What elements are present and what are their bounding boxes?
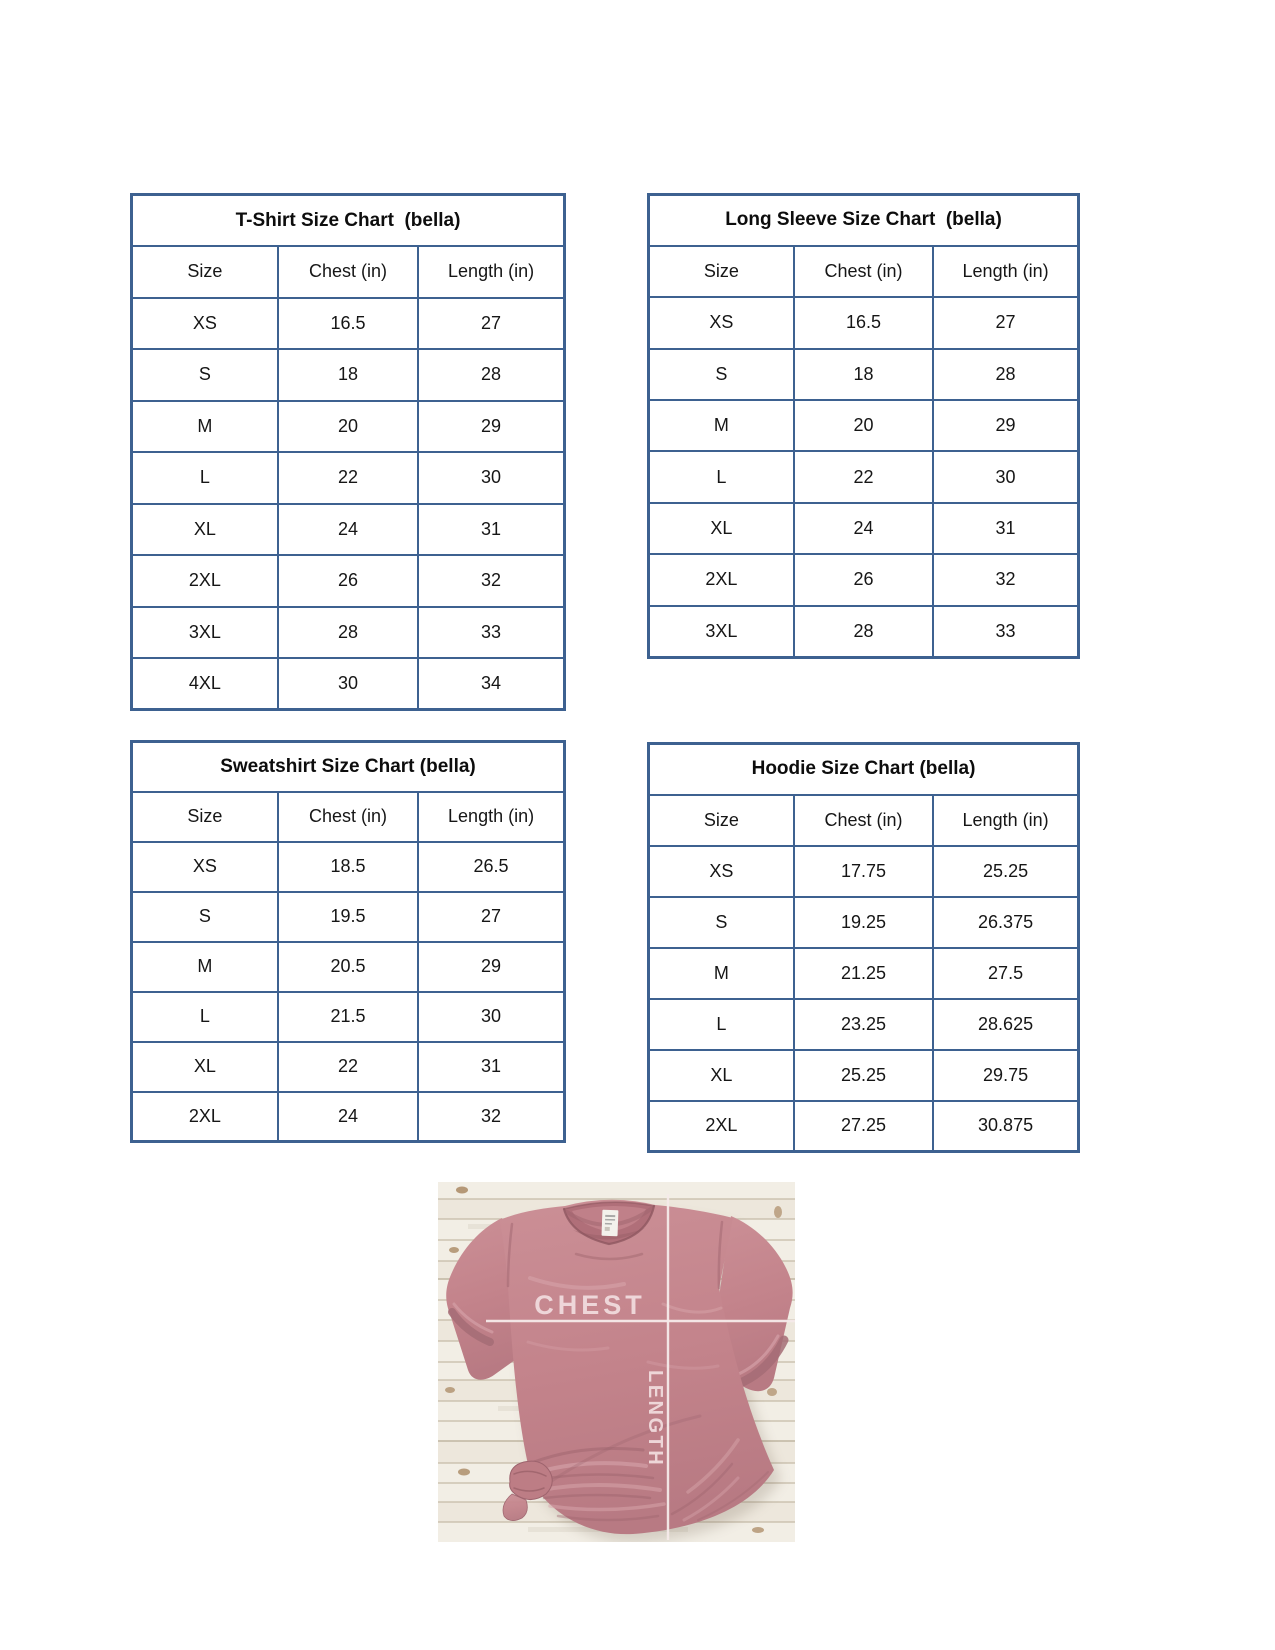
length-cell: 30.875 bbox=[933, 1101, 1078, 1152]
length-cell: 32 bbox=[418, 1092, 564, 1142]
size-cell: 2XL bbox=[132, 1092, 278, 1142]
size-cell: L bbox=[132, 992, 278, 1042]
chest-cell: 24 bbox=[794, 503, 933, 554]
column-header: Length (in) bbox=[933, 246, 1078, 297]
chest-cell: 24 bbox=[278, 504, 418, 556]
table-title-row bbox=[132, 195, 565, 247]
sweatshirt-size-table bbox=[130, 740, 566, 1143]
hoodie-size-chart-title: Hoodie Size Chart (bella) bbox=[649, 744, 1079, 795]
chest-cell: 25.25 bbox=[794, 1050, 933, 1101]
size-cell: XS bbox=[132, 298, 278, 350]
size-cell: XL bbox=[132, 504, 278, 556]
length-cell: 32 bbox=[933, 554, 1078, 605]
size-row bbox=[132, 842, 565, 892]
chest-cell: 19.5 bbox=[278, 892, 418, 942]
length-cell: 30 bbox=[418, 992, 564, 1042]
length-cell: 27.5 bbox=[933, 948, 1078, 999]
hoodie-size-table bbox=[647, 742, 1080, 1153]
column-header: Size bbox=[132, 246, 278, 298]
column-header: Chest (in) bbox=[278, 246, 418, 298]
chest-cell: 18 bbox=[794, 349, 933, 400]
neck-label-tag bbox=[602, 1210, 619, 1237]
chest-cell: 28 bbox=[794, 606, 933, 657]
chest-cell: 21.5 bbox=[278, 992, 418, 1042]
chest-label: CHEST bbox=[534, 1290, 646, 1320]
column-header: Length (in) bbox=[418, 246, 564, 298]
chest-cell: 16.5 bbox=[794, 297, 933, 348]
size-row bbox=[132, 658, 565, 710]
size-row bbox=[132, 452, 565, 504]
length-label: LENGTH bbox=[644, 1370, 666, 1468]
size-cell: 3XL bbox=[649, 606, 794, 657]
size-cell: M bbox=[132, 401, 278, 453]
table-header-row bbox=[132, 246, 565, 298]
size-cell: XL bbox=[649, 1050, 794, 1101]
length-cell: 28.625 bbox=[933, 999, 1078, 1050]
chest-cell: 22 bbox=[278, 1042, 418, 1092]
column-header: Chest (in) bbox=[278, 792, 418, 842]
chest-cell: 23.25 bbox=[794, 999, 933, 1050]
size-row bbox=[649, 503, 1079, 554]
size-row bbox=[649, 1101, 1079, 1152]
chest-cell: 20.5 bbox=[278, 942, 418, 992]
size-row bbox=[649, 606, 1079, 657]
size-cell: L bbox=[132, 452, 278, 504]
chest-cell: 27.25 bbox=[794, 1101, 933, 1152]
length-cell: 32 bbox=[418, 555, 564, 607]
length-cell: 34 bbox=[418, 658, 564, 710]
length-cell: 29 bbox=[418, 401, 564, 453]
length-cell: 31 bbox=[418, 1042, 564, 1092]
size-cell: 4XL bbox=[132, 658, 278, 710]
length-cell: 31 bbox=[418, 504, 564, 556]
size-cell: M bbox=[649, 948, 794, 999]
size-row bbox=[132, 892, 565, 942]
long-sleeve-size-table bbox=[647, 193, 1080, 659]
column-header: Length (in) bbox=[418, 792, 564, 842]
chest-cell: 21.25 bbox=[794, 948, 933, 999]
table-title-row bbox=[649, 744, 1079, 795]
tshirt-size-chart-title: T-Shirt Size Chart (bella) bbox=[132, 195, 565, 247]
sweatshirt-size-chart-title: Sweatshirt Size Chart (bella) bbox=[132, 742, 565, 792]
size-cell: XS bbox=[649, 846, 794, 897]
size-row bbox=[132, 401, 565, 453]
size-cell: S bbox=[132, 892, 278, 942]
size-row bbox=[649, 1050, 1079, 1101]
size-row bbox=[132, 555, 565, 607]
length-cell: 27 bbox=[418, 892, 564, 942]
chest-cell: 17.75 bbox=[794, 846, 933, 897]
size-cell: XL bbox=[649, 503, 794, 554]
size-row bbox=[649, 948, 1079, 999]
length-cell: 33 bbox=[933, 606, 1078, 657]
tshirt-size-table bbox=[130, 193, 566, 711]
size-cell: 2XL bbox=[649, 1101, 794, 1152]
chest-cell: 28 bbox=[278, 607, 418, 659]
length-cell: 25.25 bbox=[933, 846, 1078, 897]
size-cell: 2XL bbox=[649, 554, 794, 605]
chest-cell: 19.25 bbox=[794, 897, 933, 948]
size-cell: M bbox=[132, 942, 278, 992]
size-row bbox=[649, 999, 1079, 1050]
table-header-row bbox=[649, 246, 1079, 297]
size-cell: 2XL bbox=[132, 555, 278, 607]
chest-cell: 22 bbox=[278, 452, 418, 504]
length-cell: 29 bbox=[418, 942, 564, 992]
length-cell: 33 bbox=[418, 607, 564, 659]
chest-cell: 18.5 bbox=[278, 842, 418, 892]
chest-cell: 30 bbox=[278, 658, 418, 710]
size-row bbox=[132, 504, 565, 556]
size-cell: 3XL bbox=[132, 607, 278, 659]
size-row bbox=[132, 298, 565, 350]
length-cell: 29.75 bbox=[933, 1050, 1078, 1101]
column-header: Size bbox=[649, 246, 794, 297]
length-cell: 28 bbox=[418, 349, 564, 401]
table-header-row bbox=[132, 792, 565, 842]
column-header: Chest (in) bbox=[794, 246, 933, 297]
length-cell: 26.5 bbox=[418, 842, 564, 892]
size-cell: L bbox=[649, 999, 794, 1050]
length-cell: 29 bbox=[933, 400, 1078, 451]
size-row bbox=[132, 607, 565, 659]
size-cell: M bbox=[649, 400, 794, 451]
length-cell: 27 bbox=[933, 297, 1078, 348]
chest-cell: 20 bbox=[794, 400, 933, 451]
column-header: Size bbox=[649, 795, 794, 846]
length-cell: 28 bbox=[933, 349, 1078, 400]
length-cell: 27 bbox=[418, 298, 564, 350]
table-title-row bbox=[649, 195, 1079, 246]
column-header: Length (in) bbox=[933, 795, 1078, 846]
size-cell: XS bbox=[649, 297, 794, 348]
chest-cell: 20 bbox=[278, 401, 418, 453]
size-row bbox=[649, 554, 1079, 605]
chest-cell: 16.5 bbox=[278, 298, 418, 350]
size-cell: S bbox=[132, 349, 278, 401]
length-cell: 30 bbox=[418, 452, 564, 504]
length-cell: 30 bbox=[933, 451, 1078, 502]
size-cell: XL bbox=[132, 1042, 278, 1092]
size-row bbox=[649, 846, 1079, 897]
size-row bbox=[132, 992, 565, 1042]
size-cell: L bbox=[649, 451, 794, 502]
size-row bbox=[649, 897, 1079, 948]
size-row bbox=[132, 1092, 565, 1142]
size-row bbox=[649, 451, 1079, 502]
size-cell: XS bbox=[132, 842, 278, 892]
size-cell: S bbox=[649, 897, 794, 948]
chest-cell: 26 bbox=[794, 554, 933, 605]
length-cell: 31 bbox=[933, 503, 1078, 554]
long-sleeve-size-chart-title: Long Sleeve Size Chart (bella) bbox=[649, 195, 1079, 246]
size-row bbox=[132, 349, 565, 401]
table-header-row bbox=[649, 795, 1079, 846]
column-header: Size bbox=[132, 792, 278, 842]
size-row bbox=[649, 400, 1079, 451]
size-row bbox=[649, 297, 1079, 348]
length-cell: 26.375 bbox=[933, 897, 1078, 948]
table-title-row bbox=[132, 742, 565, 792]
size-row bbox=[132, 942, 565, 992]
chest-cell: 18 bbox=[278, 349, 418, 401]
size-row bbox=[132, 1042, 565, 1092]
size-cell: S bbox=[649, 349, 794, 400]
column-header: Chest (in) bbox=[794, 795, 933, 846]
chest-cell: 26 bbox=[278, 555, 418, 607]
size-row bbox=[649, 349, 1079, 400]
tshirt-measurement-photo bbox=[438, 1182, 795, 1542]
chest-cell: 24 bbox=[278, 1092, 418, 1142]
chest-cell: 22 bbox=[794, 451, 933, 502]
